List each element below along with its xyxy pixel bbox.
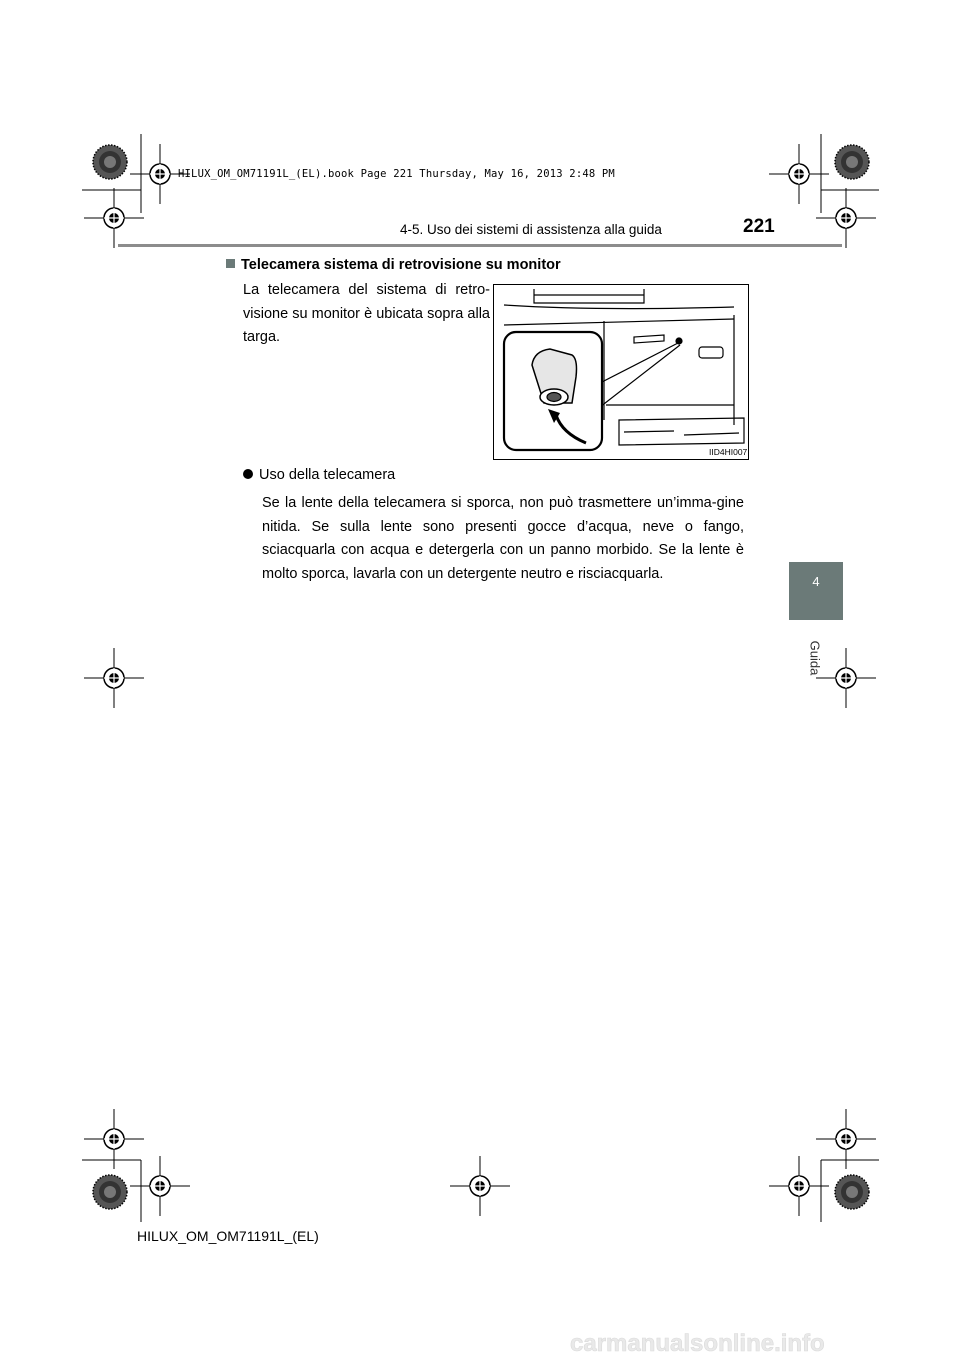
- footer-document-code: HILUX_OM_OM71191L_(EL): [137, 1228, 319, 1244]
- chapter-tab: [789, 562, 843, 620]
- page-number: 221: [743, 216, 775, 237]
- bullet-item: [243, 467, 395, 483]
- chapter-name: [805, 628, 825, 688]
- section-title: 4-5. Uso dei sistemi di assistenza alla guida: [400, 222, 662, 237]
- heading-text: Telecamera sistema di retrovisione su monitor: [241, 257, 561, 273]
- figure-code: IID4HI007: [709, 447, 748, 457]
- camera-illustration-drawing: [494, 285, 748, 459]
- bullet-title: Uso della telecamera: [259, 467, 396, 483]
- heading-square-icon: [226, 259, 235, 268]
- bullet-dot-icon: [243, 469, 253, 479]
- book-info-line: HILUX_OM_OM71191L_(EL).book Page 221 Thursday, May 16, 2013 2:48 PM: [178, 168, 615, 180]
- chapter-name-label: Guida: [807, 640, 823, 676]
- camera-illustration: [493, 284, 749, 460]
- watermark-logo: [568, 1329, 960, 1358]
- header-rule: [118, 244, 842, 247]
- section-heading: [226, 257, 561, 273]
- intro-paragraph: La telecamera del sistema di retro-visione su monitor è ubicata sopra alla targa.: [243, 282, 490, 346]
- bullet-body-paragraph: Se la lente della telecamera si sporca, non può trasmettere un’imma-gine nitida. Se sulla lente sono presenti gocce d’acqua, neve o fango, sciacquarla con acqua e detergerla con un panno morbido. Se la lente è molto sporca, lavarla con un detergente neutro e risciacquarla.: [262, 495, 744, 582]
- svg-text:carmanualsonline.info: carmanualsonline.info: [570, 1330, 825, 1357]
- chapter-number: 4: [812, 574, 820, 589]
